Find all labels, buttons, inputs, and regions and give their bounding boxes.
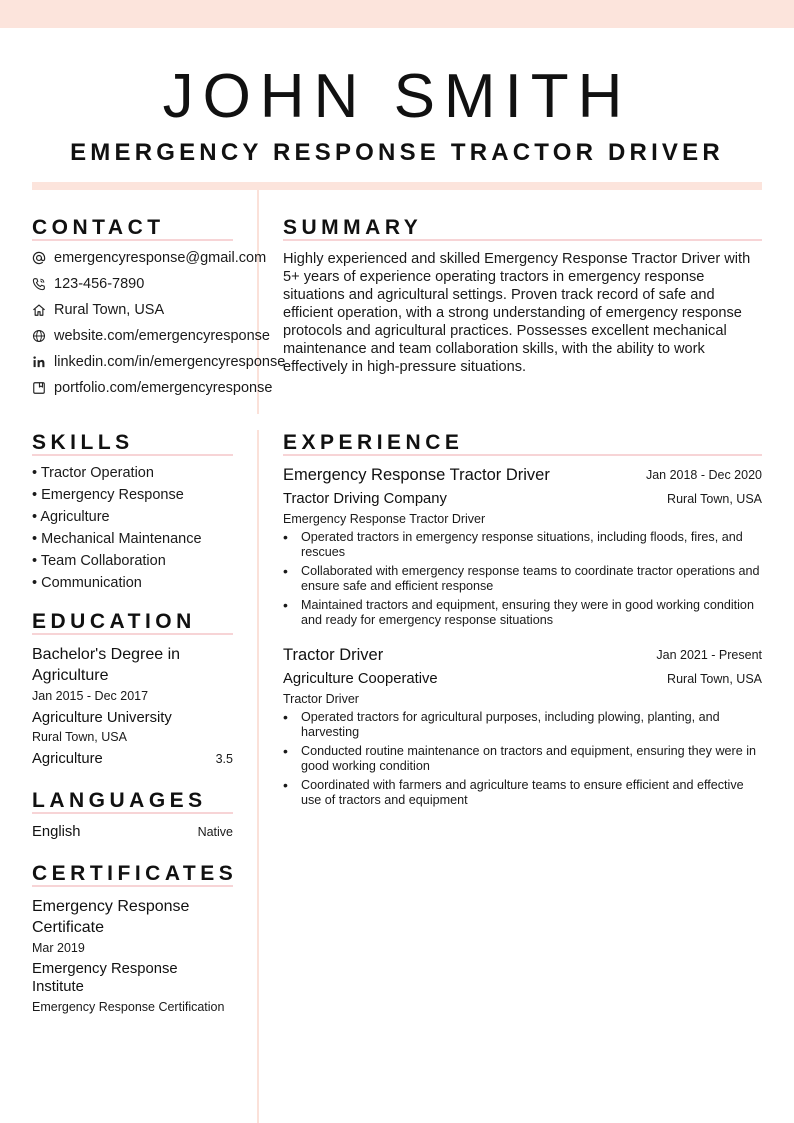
summary-text: Highly experienced and skilled Emergency Response Tractor Driver with 5+ years of experience operating tractors in emergency response situations and agricultural settings. Proven track record of safe and efficient operation, with a strong understanding of emergency response protocols and agricultural practices. Possesses excellent mechanical maintenance and team collaboration skills, with the ability to work effectively in high-pressure situations. (283, 251, 751, 375)
skill-item: • Team Collaboration (32, 553, 166, 569)
column-divider-bottom (257, 430, 259, 1123)
job-bullet (283, 778, 762, 808)
certificate-name: Emergency Response Certificate (32, 898, 190, 936)
contact-phone-text: 123-456-7890 (54, 276, 145, 292)
job-bullet-text: Conducted routine maintenance on tractors and equipment, ensuring they were in good working condition (301, 744, 757, 773)
experience-heading: EXPERIENCE (283, 431, 464, 454)
skill-item: • Communication (32, 575, 142, 591)
summary-heading: SUMMARY (283, 216, 423, 239)
contact-portfolio-text: portfolio.com/emergencyresponse (54, 380, 273, 396)
skill-label: Tractor Operation (40, 465, 154, 481)
contact-linkedin-text: linkedin.com/in/emergencyresponse (54, 354, 286, 370)
job-title: Emergency Response Tractor Driver (283, 466, 550, 484)
education-field: Agriculture (32, 751, 103, 767)
skills-heading-rule (32, 454, 233, 456)
job-location: Rural Town, USA (667, 492, 762, 506)
certificate-issuer: Emergency Response Institute (32, 961, 178, 995)
job-role: Emergency Response Tractor Driver (283, 512, 486, 526)
job-bullet-text: Maintained tractors and equipment, ensuring they were in good working condition and ready for emergency response situations (301, 598, 754, 627)
phone-icon (32, 277, 46, 291)
job-bullet-text: Operated tractors in emergency response situations, including floods, fires, and rescues (301, 530, 743, 559)
job-title: Tractor Driver (283, 646, 384, 664)
bullet-dot: • (283, 563, 288, 579)
job-dates: Jan 2018 - Dec 2020 (645, 468, 762, 482)
job-bullet (283, 744, 762, 774)
language-level: Native (197, 825, 233, 839)
skill-item: • Agriculture (32, 509, 110, 525)
bullet-dot: • (283, 529, 288, 545)
contact-heading-rule (32, 239, 233, 241)
skill-item: • Tractor Operation (32, 465, 154, 481)
contact-location-text: Rural Town, USA (54, 302, 165, 318)
skill-label: Team Collaboration (40, 553, 166, 569)
experience-heading-rule (283, 454, 762, 456)
job-company: Tractor Driving Company (283, 491, 447, 507)
job-company: Agriculture Cooperative (283, 671, 438, 687)
at-icon (32, 251, 46, 265)
languages-heading: LANGUAGES (32, 789, 207, 812)
skill-label: Agriculture (40, 509, 110, 525)
education-degree: Bachelor's Degree in Agriculture (32, 646, 181, 684)
certificate-date: Mar 2019 (32, 941, 85, 955)
summary-heading-rule (283, 239, 762, 241)
education-heading: EDUCATION (32, 610, 196, 633)
bullet-dot: • (283, 777, 288, 793)
education-heading-rule (32, 633, 233, 635)
contact-portfolio[interactable] (32, 378, 272, 398)
candidate-title: EMERGENCY RESPONSE TRACTOR DRIVER (70, 139, 724, 166)
skill-label: Emergency Response (41, 487, 184, 503)
contact-phone[interactable] (32, 274, 144, 294)
job-dates: Jan 2021 - Present (656, 648, 762, 662)
bullet-dot: • (283, 709, 288, 725)
skill-item: • Emergency Response (32, 487, 184, 503)
home-icon (32, 303, 46, 317)
contact-linkedin[interactable] (32, 352, 285, 372)
education-dates: Jan 2015 - Dec 2017 (32, 689, 149, 703)
skills-heading: SKILLS (32, 431, 134, 454)
contact-email-text: emergencyresponse@gmail.com (54, 250, 267, 266)
header-divider (32, 182, 762, 190)
education-location: Rural Town, USA (32, 730, 127, 744)
bullet-dot: • (283, 743, 288, 759)
candidate-name: JOHN SMITH (162, 62, 632, 131)
contact-website[interactable] (32, 326, 270, 346)
portfolio-icon (32, 381, 46, 395)
contact-email[interactable] (32, 248, 266, 268)
contact-heading: CONTACT (32, 216, 165, 239)
languages-heading-rule (32, 812, 233, 814)
certificate-description: Emergency Response Certification (32, 1000, 225, 1014)
skill-item: • Mechanical Maintenance (32, 531, 202, 547)
bullet-dot: • (283, 597, 288, 613)
certificates-heading: CERTIFICATES (32, 862, 238, 885)
linkedin-icon (32, 355, 46, 369)
job-bullet-text: Collaborated with emergency response teams to coordinate tractor operations and ensure safe and efficient response (301, 564, 760, 593)
job-bullet-text: Coordinated with farmers and agriculture teams to ensure efficient and effective use of tractors and equipment (301, 778, 744, 807)
skill-label: Communication (41, 575, 142, 591)
contact-website-text: website.com/emergencyresponse (54, 328, 270, 344)
globe-icon (32, 329, 46, 343)
contact-location (32, 300, 164, 320)
job-bullet (283, 564, 762, 594)
job-bullet (283, 530, 762, 560)
education-gpa: 3.5 (215, 752, 233, 766)
job-bullet-text: Operated tractors for agricultural purposes, including plowing, planting, and harvesting (301, 710, 720, 739)
skill-label: Mechanical Maintenance (41, 531, 202, 547)
top-accent-band (0, 0, 794, 28)
language-name: English (32, 824, 81, 840)
job-location: Rural Town, USA (667, 672, 762, 686)
education-school: Agriculture University (32, 710, 172, 726)
job-role: Tractor Driver (283, 692, 359, 706)
job-bullet (283, 598, 762, 628)
job-bullet (283, 710, 762, 740)
certificates-heading-rule (32, 885, 233, 887)
